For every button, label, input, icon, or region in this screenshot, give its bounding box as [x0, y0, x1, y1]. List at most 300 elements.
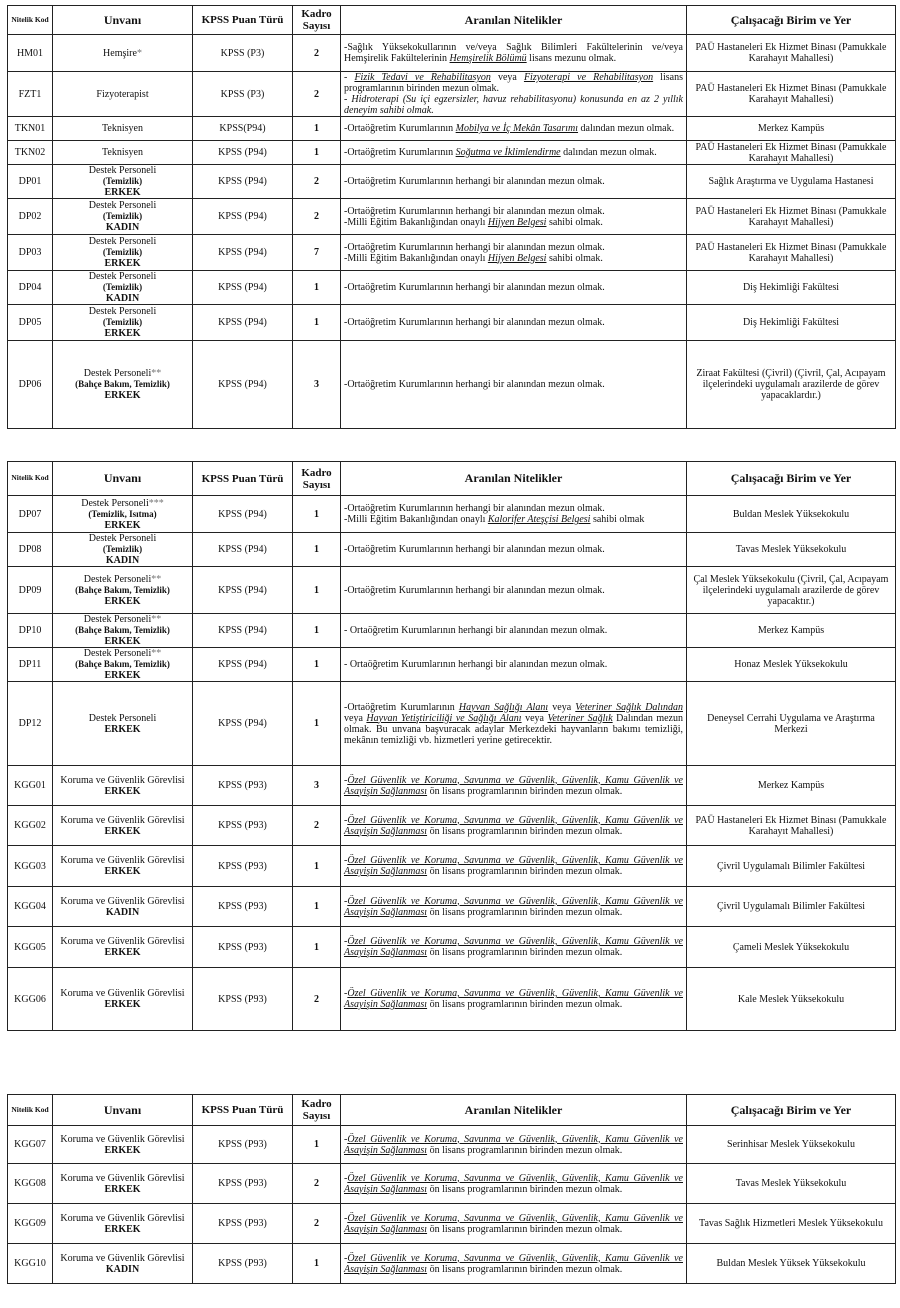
header-kpss: KPSS Puan Türü	[193, 462, 293, 496]
gender-label: KADIN	[105, 293, 140, 304]
qualification-text: ön lisans programlarının birinden mezun olmak.	[427, 1183, 623, 1195]
required-field: Hijyen Belgesi	[487, 216, 547, 228]
position-count: 1	[293, 846, 341, 887]
required-field: Özel Güvenlik ve Koruma, Savunma ve Güvenlik, Güvenlik, Kamu Güvenlik ve Asayişin Sağlanması	[344, 1212, 683, 1235]
kpss-type: KPSS (P94)	[193, 141, 293, 165]
qualification-text: dalından mezun olmak.	[560, 147, 657, 158]
position-code: KGG03	[8, 846, 53, 887]
footnote-mark: ***	[148, 497, 164, 509]
qualification-line	[344, 659, 683, 670]
gender-label: ERKEK	[104, 258, 141, 269]
qualification-line	[344, 896, 683, 918]
qualifications-cell	[341, 1204, 687, 1244]
qualification-text: -Ortaöğretim Kurumlarının herhangi bir alanından mezun olmak.	[344, 282, 605, 293]
qualification-line	[344, 1134, 683, 1156]
required-field: Özel Güvenlik ve Koruma, Savunma ve Güvenlik, Güvenlik, Kamu Güvenlik ve Asayişin Sağlanması	[344, 1172, 683, 1195]
required-field: Fizik Tedavi ve Rehabilitasyon	[354, 72, 491, 83]
qualifications-cell	[341, 533, 687, 567]
qualification-line	[344, 988, 683, 1010]
qualification-text: -	[344, 936, 348, 947]
workplace: Tavas Sağlık Hizmetleri Meslek Yüksekokulu	[687, 1204, 896, 1244]
position-code: DP01	[8, 165, 53, 199]
kpss-type: KPSS(P94)	[193, 117, 293, 141]
qualification-text: lisans mezunu olmak.	[526, 53, 617, 64]
table-row	[8, 496, 896, 533]
position-count: 2	[293, 165, 341, 199]
job-table-3	[7, 1094, 896, 1284]
position-title-cell	[53, 567, 193, 614]
workplace: Tavas Meslek Yüksekokulu	[687, 1164, 896, 1204]
required-field: Özel Güvenlik ve Koruma, Savunma ve Güvenlik, Güvenlik, Kamu Güvenlik ve Asayişin Sağlanması	[344, 1133, 683, 1156]
required-field: Mobilya ve İç Mekân Tasarımı	[455, 123, 579, 134]
position-title: Koruma ve Güvenlik Görevlisi	[60, 936, 185, 947]
position-code: KGG04	[8, 887, 53, 927]
table-row	[8, 1244, 896, 1284]
qualifications-cell	[341, 648, 687, 682]
qualification-line	[344, 1173, 683, 1195]
header-row	[8, 1095, 896, 1126]
kpss-type: KPSS (P93)	[193, 1204, 293, 1244]
workplace: Çal Meslek Yüksekokulu (Çivril, Çal, Acıpayam ilçelerindeki uygulamalı arazilerde de görev yapacaktır.)	[687, 567, 896, 614]
gender-label: ERKEK	[104, 670, 141, 681]
position-code: KGG05	[8, 927, 53, 968]
position-count: 1	[293, 271, 341, 305]
workplace: PAÜ Hastaneleri Ek Hizmet Binası (Pamukkale Karahayıt Mahallesi)	[687, 199, 896, 235]
header-title: Unvanı	[53, 1095, 193, 1126]
gender-label: ERKEK	[104, 1144, 141, 1156]
kpss-type: KPSS (P3)	[193, 72, 293, 117]
duty-note: (Temizlik, Isıtma)	[88, 508, 157, 519]
table-row	[8, 533, 896, 567]
position-title-cell	[53, 1164, 193, 1204]
position-title-cell	[53, 35, 193, 72]
position-code: DP12	[8, 682, 53, 766]
workplace: Diş Hekimliği Fakültesi	[687, 305, 896, 341]
qualification-line	[344, 1213, 683, 1235]
gender-label: ERKEK	[104, 187, 141, 198]
header-code: Nitelik Kod	[8, 6, 53, 35]
table-row	[8, 35, 896, 72]
position-count: 2	[293, 806, 341, 846]
position-title-cell	[53, 496, 193, 533]
footnote-mark: **	[151, 573, 162, 585]
position-count: 1	[293, 887, 341, 927]
qualification-text: ön lisans programlarının birinden mezun olmak.	[427, 1144, 623, 1156]
position-code: DP11	[8, 648, 53, 682]
kpss-type: KPSS (P93)	[193, 887, 293, 927]
kpss-type: KPSS (P93)	[193, 1244, 293, 1284]
qualification-line	[344, 217, 683, 228]
qualifications-cell	[341, 1126, 687, 1164]
position-title-cell	[53, 1204, 193, 1244]
gender-label: KADIN	[105, 906, 140, 918]
qualification-text: -	[344, 895, 348, 907]
footnote-mark: **	[151, 614, 162, 625]
table-row	[8, 1164, 896, 1204]
qualification-text: -Ortaöğretim Kurumlarının herhangi bir alanından mezun olmak.	[344, 544, 605, 555]
workplace: PAÜ Hastaneleri Ek Hizmet Binası (Pamukkale Karahayıt Mahallesi)	[687, 235, 896, 271]
position-code: DP04	[8, 271, 53, 305]
table-row	[8, 165, 896, 199]
position-title-cell	[53, 533, 193, 567]
gender-label: ERKEK	[104, 825, 141, 837]
qualification-text: -	[344, 1252, 348, 1264]
workplace: PAÜ Hastaneleri Ek Hizmet Binası (Pamukkale Karahayıt Mahallesi)	[687, 72, 896, 117]
qualifications-cell	[341, 567, 687, 614]
footnote-mark: **	[151, 648, 162, 659]
table-row	[8, 927, 896, 968]
duty-note: (Temizlik)	[102, 176, 143, 186]
kpss-type: KPSS (P94)	[193, 533, 293, 567]
workplace: PAÜ Hastaneleri Ek Hizmet Binası (Pamukkale Karahayıt Mahallesi)	[687, 141, 896, 165]
position-count: 2	[293, 968, 341, 1031]
position-title: Hemşire	[103, 47, 137, 59]
qualifications-cell	[341, 968, 687, 1031]
position-title: Destek Personeli	[88, 200, 157, 211]
position-title-cell	[53, 341, 193, 429]
qualification-text: -Ortaöğretim Kurumlarının herhangi bir alanından mezun olmak.	[344, 584, 605, 596]
position-title: Destek Personeli	[83, 648, 152, 659]
qualifications-cell	[341, 72, 687, 117]
qualification-line	[344, 42, 683, 64]
header-place: Çalışacağı Birim ve Yer	[687, 6, 896, 35]
qualifications-cell	[341, 887, 687, 927]
qualification-line	[344, 176, 683, 187]
position-count: 1	[293, 1126, 341, 1164]
position-code: DP09	[8, 567, 53, 614]
qualification-text: ön lisans programlarının birinden mezun olmak.	[427, 1223, 623, 1235]
position-code: HM01	[8, 35, 53, 72]
table-row	[8, 567, 896, 614]
qualification-line	[344, 544, 683, 555]
header-row	[8, 6, 896, 35]
qualification-line	[344, 503, 683, 514]
header-place: Çalışacağı Birim ve Yer	[687, 462, 896, 496]
qualification-line	[344, 702, 683, 746]
position-title-cell	[53, 846, 193, 887]
position-code: DP08	[8, 533, 53, 567]
position-title-cell	[53, 1244, 193, 1284]
position-title-cell	[53, 887, 193, 927]
qualification-text: veya	[344, 712, 367, 724]
position-count: 7	[293, 235, 341, 271]
required-field: Özel Güvenlik ve Koruma, Savunma ve Güvenlik, Güvenlik, Kamu Güvenlik ve Asayişin Sağlanması	[344, 855, 683, 877]
workplace: Merkez Kampüs	[687, 614, 896, 648]
position-title-cell	[53, 165, 193, 199]
qualification-line	[344, 936, 683, 958]
qualification-text: sahibi olmak	[590, 514, 645, 525]
qualification-text: ön lisans programlarının birinden mezun olmak.	[427, 866, 623, 877]
table-row	[8, 341, 896, 429]
workplace: Çameli Meslek Yüksekokulu	[687, 927, 896, 968]
header-kpss: KPSS Puan Türü	[193, 6, 293, 35]
required-field: Özel Güvenlik ve Koruma, Savunma ve Güvenlik, Güvenlik, Kamu Güvenlik ve Asayişin Sağlanması	[344, 936, 683, 958]
qualifications-cell	[341, 341, 687, 429]
qualification-text: -	[344, 988, 348, 999]
gender-label: KADIN	[105, 222, 140, 233]
position-title: Destek Personeli	[83, 368, 152, 379]
qualification-text: ön lisans programlarının birinden mezun olmak.	[427, 1263, 623, 1275]
qualification-text: -Milli Eğitim Bakanlığından onaylı	[344, 216, 488, 228]
position-title-cell	[53, 141, 193, 165]
gender-label: ERKEK	[104, 785, 141, 797]
footnote-mark: *	[136, 47, 142, 59]
required-field: Fizyoterapi ve Rehabilitasyon	[523, 72, 654, 83]
position-code: KGG08	[8, 1164, 53, 1204]
position-code: KGG02	[8, 806, 53, 846]
required-field: Veteriner Sağlık	[547, 712, 613, 724]
qualification-text: ön lisans programlarının birinden mezun olmak.	[427, 785, 623, 797]
position-title-cell	[53, 806, 193, 846]
gender-label: ERKEK	[104, 723, 141, 735]
position-title: Koruma ve Güvenlik Görevlisi	[60, 814, 185, 826]
kpss-type: KPSS (P94)	[193, 496, 293, 533]
gender-label: ERKEK	[104, 999, 141, 1010]
qualifications-cell	[341, 614, 687, 648]
position-code: DP03	[8, 235, 53, 271]
qualification-text: veya	[521, 712, 548, 724]
qualification-text: -	[344, 774, 348, 786]
position-title: Koruma ve Güvenlik Görevlisi	[60, 855, 185, 866]
position-code: DP10	[8, 614, 53, 648]
table-row	[8, 887, 896, 927]
position-code: DP07	[8, 496, 53, 533]
qualification-text: -Sağlık Yüksekokullarının ve/veya Sağlık Bilimleri Fakültelerinin ve/veya Hemşirelik Fakültelerinin	[344, 42, 683, 64]
header-count: Kadro Sayısı	[293, 6, 341, 35]
position-count: 2	[293, 199, 341, 235]
position-title: Teknisyen	[102, 123, 143, 134]
kpss-type: KPSS (P93)	[193, 1126, 293, 1164]
qualification-line	[344, 147, 683, 158]
position-title: Koruma ve Güvenlik Görevlisi	[60, 988, 185, 999]
position-title: Destek Personeli	[88, 165, 157, 176]
gender-label: ERKEK	[104, 519, 141, 531]
duty-note: (Temizlik)	[102, 247, 143, 257]
table-row	[8, 846, 896, 887]
position-count: 1	[293, 927, 341, 968]
qualifications-cell	[341, 165, 687, 199]
qualification-text: - Hidroterapi (Su içi egzersizler, havuz rehabilitasyonu) konusunda en az 2 yıllık deneyim sahibi olmak.	[344, 94, 683, 116]
gender-label: ERKEK	[104, 866, 141, 877]
qualifications-cell	[341, 199, 687, 235]
duty-note: (Bahçe Bakım, Temizlik)	[75, 659, 170, 669]
required-field: Özel Güvenlik ve Koruma, Savunma ve Güvenlik, Güvenlik, Kamu Güvenlik ve Asayişin Sağlanması	[344, 814, 683, 837]
qualification-text: -Ortaöğretim Kurumlarının herhangi bir alanından mezun olmak.	[344, 241, 605, 253]
required-field: Özel Güvenlik ve Koruma, Savunma ve Güvenlik, Güvenlik, Kamu Güvenlik ve Asayişin Sağlanması	[344, 988, 683, 1010]
qualification-text: veya	[490, 72, 524, 83]
position-title-cell	[53, 271, 193, 305]
qualification-line	[344, 855, 683, 877]
position-title: Destek Personeli	[88, 236, 157, 247]
kpss-type: KPSS (P94)	[193, 648, 293, 682]
qualifications-cell	[341, 235, 687, 271]
qualifications-cell	[341, 806, 687, 846]
table-row	[8, 271, 896, 305]
workplace: Çivril Uygulamalı Bilimler Fakültesi	[687, 846, 896, 887]
position-count: 2	[293, 72, 341, 117]
qualification-line	[344, 282, 683, 293]
gender-label: KADIN	[105, 1263, 140, 1275]
qualification-text: -	[344, 1133, 348, 1145]
table-row	[8, 806, 896, 846]
gender-label: ERKEK	[104, 390, 141, 401]
header-qualifications: Aranılan Nitelikler	[341, 462, 687, 496]
position-count: 2	[293, 35, 341, 72]
gender-label: ERKEK	[104, 1223, 141, 1235]
position-title: Koruma ve Güvenlik Görevlisi	[60, 1252, 185, 1264]
position-code: DP05	[8, 305, 53, 341]
qualification-text: dalından mezun olmak.	[578, 123, 675, 134]
workplace: PAÜ Hastaneleri Ek Hizmet Binası (Pamukkale Karahayıt Mahallesi)	[687, 806, 896, 846]
header-count: Kadro Sayısı	[293, 1095, 341, 1126]
gender-label: KADIN	[105, 555, 140, 566]
qualification-text: sahibi olmak.	[546, 252, 603, 264]
table-row	[8, 235, 896, 271]
position-count: 2	[293, 1164, 341, 1204]
position-count: 1	[293, 496, 341, 533]
required-field: Hemşirelik Bölümü	[449, 53, 527, 64]
kpss-type: KPSS (P93)	[193, 806, 293, 846]
kpss-type: KPSS (P94)	[193, 271, 293, 305]
workplace: Buldan Meslek Yüksekokulu	[687, 496, 896, 533]
required-field: Veteriner Sağlık Dalından	[575, 701, 683, 713]
duty-note: (Bahçe Bakım, Temizlik)	[75, 625, 170, 635]
qualification-text: veya	[548, 701, 576, 713]
gender-label: ERKEK	[104, 595, 141, 607]
qualifications-cell	[341, 1244, 687, 1284]
qualification-text: ön lisans programlarının birinden mezun olmak.	[427, 999, 623, 1010]
kpss-type: KPSS (P93)	[193, 927, 293, 968]
position-title: Destek Personeli	[88, 306, 157, 317]
table-row	[8, 72, 896, 117]
position-title: Koruma ve Güvenlik Görevlisi	[60, 1133, 185, 1145]
table-row	[8, 1204, 896, 1244]
table-row	[8, 1126, 896, 1164]
kpss-type: KPSS (P93)	[193, 1164, 293, 1204]
qualification-line	[344, 775, 683, 797]
position-count: 2	[293, 1204, 341, 1244]
position-title-cell	[53, 968, 193, 1031]
position-count: 3	[293, 341, 341, 429]
qualifications-cell	[341, 35, 687, 72]
position-count: 1	[293, 614, 341, 648]
position-code: FZT1	[8, 72, 53, 117]
qualifications-cell	[341, 496, 687, 533]
workplace: PAÜ Hastaneleri Ek Hizmet Binası (Pamukkale Karahayıt Mahallesi)	[687, 35, 896, 72]
workplace: Çivril Uygulamalı Bilimler Fakültesi	[687, 887, 896, 927]
qualification-line	[344, 72, 683, 94]
qualification-line	[344, 253, 683, 264]
table-row	[8, 305, 896, 341]
qualifications-cell	[341, 766, 687, 806]
qualification-line	[344, 1253, 683, 1275]
qualification-text: Dalından mezun olmak. Bu unvana başvuracak adaylar Merkezdeki hayvanların bakımı temizliği, mekânın temizliği vb. hizmetleri yerine getirecektir.	[344, 712, 683, 746]
position-code: KGG09	[8, 1204, 53, 1244]
position-title-cell	[53, 1126, 193, 1164]
qualifications-cell	[341, 846, 687, 887]
header-code: Nitelik Kod	[8, 462, 53, 496]
position-count: 1	[293, 1244, 341, 1284]
qualification-text: lisans programlarının birinden mezun olmak.	[344, 72, 683, 94]
gender-label: ERKEK	[104, 1183, 141, 1195]
qualification-text: - Ortaöğretim Kurumlarının herhangi bir alanından mezun olmak.	[344, 659, 608, 670]
footnote-mark: **	[151, 368, 162, 379]
position-code: KGG07	[8, 1126, 53, 1164]
duty-note: (Temizlik)	[102, 317, 143, 327]
qualification-text: - Ortaöğretim Kurumlarının herhangi bir alanından mezun olmak.	[344, 625, 608, 636]
position-count: 1	[293, 648, 341, 682]
position-code: TKN02	[8, 141, 53, 165]
position-count: 1	[293, 141, 341, 165]
workplace: Sağlık Araştırma ve Uygulama Hastanesi	[687, 165, 896, 199]
header-qualifications: Aranılan Nitelikler	[341, 6, 687, 35]
duty-note: (Temizlik)	[102, 282, 143, 292]
gender-label: ERKEK	[104, 947, 141, 958]
qualification-line	[344, 585, 683, 596]
header-qualifications: Aranılan Nitelikler	[341, 1095, 687, 1126]
workplace: Serinhisar Meslek Yüksekokulu	[687, 1126, 896, 1164]
position-code: TKN01	[8, 117, 53, 141]
position-title: Destek Personeli	[88, 271, 157, 282]
qualifications-cell	[341, 117, 687, 141]
required-field: Hayvan Sağlığı Alanı	[458, 701, 549, 713]
header-code: Nitelik Kod	[8, 1095, 53, 1126]
qualifications-cell	[341, 682, 687, 766]
position-code: DP06	[8, 341, 53, 429]
required-field: Hayvan Yetiştiriciliği ve Sağlığı Alanı	[366, 712, 522, 724]
kpss-type: KPSS (P94)	[193, 165, 293, 199]
workplace: Ziraat Fakültesi (Çivril) (Çivril, Çal, Acıpayam ilçelerindeki uygulamalı arazilerde de görev yapacaklardır.)	[687, 341, 896, 429]
position-code: KGG01	[8, 766, 53, 806]
qualification-line	[344, 379, 683, 390]
qualification-line	[344, 514, 683, 525]
qualification-text: -Ortaöğretim Kurumlarının	[344, 147, 456, 158]
header-title: Unvanı	[53, 6, 193, 35]
qualification-text: -	[344, 1212, 348, 1224]
kpss-type: KPSS (P93)	[193, 846, 293, 887]
header-title: Unvanı	[53, 462, 193, 496]
qualifications-cell	[341, 141, 687, 165]
qualification-line	[344, 123, 683, 134]
kpss-type: KPSS (P94)	[193, 614, 293, 648]
position-title: Destek Personeli	[88, 533, 157, 544]
workplace: Diş Hekimliği Fakültesi	[687, 271, 896, 305]
workplace: Merkez Kampüs	[687, 766, 896, 806]
gender-label: ERKEK	[104, 328, 141, 339]
qualification-text: ön lisans programlarının birinden mezun olmak.	[427, 825, 623, 837]
position-code: KGG06	[8, 968, 53, 1031]
table-row	[8, 682, 896, 766]
job-table-2	[7, 461, 896, 1031]
kpss-type: KPSS (P3)	[193, 35, 293, 72]
position-count: 1	[293, 567, 341, 614]
position-code: KGG10	[8, 1244, 53, 1284]
position-count: 3	[293, 766, 341, 806]
qualification-text: -Ortaöğretim Kurumlarının	[344, 123, 456, 134]
qualification-line	[344, 815, 683, 837]
position-count: 1	[293, 533, 341, 567]
table-row	[8, 968, 896, 1031]
qualification-line	[344, 94, 683, 116]
position-count: 1	[293, 305, 341, 341]
position-title: Destek Personeli	[88, 712, 157, 724]
position-title-cell	[53, 648, 193, 682]
position-title: Fizyoterapist	[96, 88, 149, 100]
workplace: Deneysel Cerrahi Uygulama ve Araştırma Merkezi	[687, 682, 896, 766]
position-title-cell	[53, 235, 193, 271]
qualification-text: sahibi olmak.	[546, 216, 603, 228]
header-count: Kadro Sayısı	[293, 462, 341, 496]
